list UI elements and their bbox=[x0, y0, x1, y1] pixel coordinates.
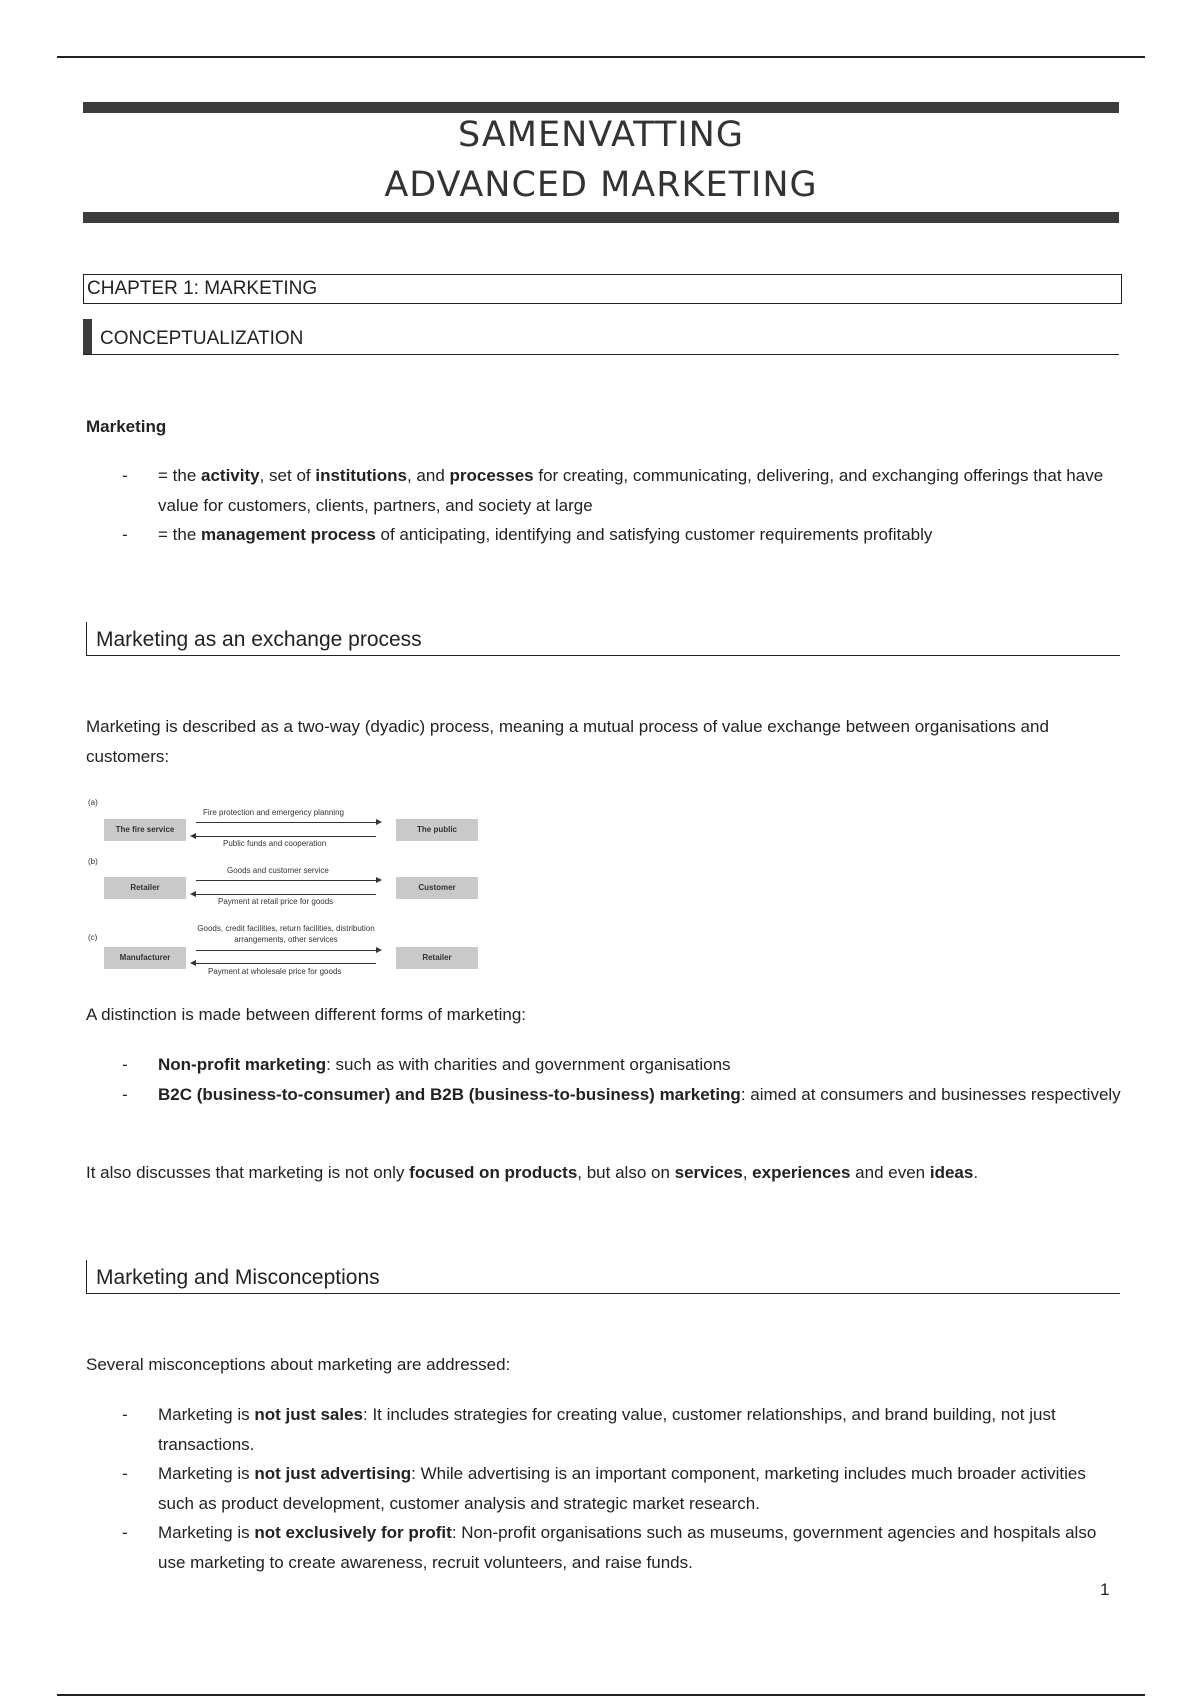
bullet-dash: - bbox=[122, 1085, 128, 1104]
title-line-2: ADVANCED MARKETING bbox=[384, 165, 818, 205]
bullet-dash: - bbox=[122, 466, 128, 485]
emphasis: experiences bbox=[752, 1163, 851, 1182]
arrowhead-right bbox=[376, 877, 382, 883]
list-item bbox=[118, 1400, 1128, 1460]
emphasis: not just advertising bbox=[254, 1464, 412, 1483]
section-heading-text: Marketing as an exchange process bbox=[96, 628, 422, 651]
diagram-bottom-label: Payment at wholesale price for goods bbox=[208, 967, 342, 976]
arrowhead-left bbox=[190, 833, 196, 839]
list-item-text: = the activity, set of institutions, and processes for creating, communicating, delivering, and exchanging offerings that have value for customers, clients, partners, and society at large bbox=[158, 466, 1104, 515]
diagram-left-box: Retailer bbox=[104, 877, 186, 899]
list-item-text: Marketing is not just advertising: While advertising is an important component, marketing includes much broader activities such as product development, customer analysis and strategic market research. bbox=[158, 1464, 1086, 1513]
bullet-dash: - bbox=[122, 1464, 128, 1483]
emphasis: processes bbox=[449, 466, 534, 485]
marketing-heading: Marketing bbox=[86, 417, 167, 436]
header-rule bbox=[57, 56, 1145, 58]
diagram-right-box: Retailer bbox=[396, 947, 478, 969]
diagram-right-box: Customer bbox=[396, 877, 478, 899]
list-item bbox=[118, 1518, 1128, 1578]
exchange-diagram bbox=[88, 795, 478, 980]
list-item bbox=[118, 1459, 1128, 1519]
diagram-left-box: Manufacturer bbox=[104, 947, 186, 969]
chapter-heading: CHAPTER 1: MARKETING bbox=[83, 274, 1122, 304]
section-heading bbox=[86, 622, 1120, 656]
diagram-top-label: Goods, credit facilities, return facilities, distribution arrangements, other services bbox=[197, 924, 375, 944]
bullet-dash: - bbox=[122, 1405, 128, 1424]
diagram-tag: (a) bbox=[88, 798, 98, 807]
diagram-bottom-label: Public funds and cooperation bbox=[223, 839, 327, 848]
list-item-text: Marketing is not exclusively for profit: Non-profit organisations such as museums, government agencies and hospitals also use marketing to create awareness, recruit volunteers, and raise funds. bbox=[158, 1523, 1097, 1572]
emphasis: institutions bbox=[315, 466, 407, 485]
emphasis: ideas bbox=[929, 1163, 974, 1182]
bullet-dash: - bbox=[122, 1523, 128, 1542]
list-item-text: Non-profit marketing: such as with charities and government organisations bbox=[158, 1055, 731, 1074]
emphasis: services bbox=[674, 1163, 743, 1182]
list-item-text: B2C (business-to-consumer) and B2B (business-to-business) marketing: aimed at consumers and businesses respectively bbox=[158, 1085, 1121, 1104]
list-item-text: Marketing is not just sales: It includes strategies for creating value, customer relationships, and brand building, not just transactions. bbox=[158, 1405, 1056, 1454]
bullet-dash: - bbox=[122, 525, 128, 544]
diagram-tag: (c) bbox=[88, 933, 98, 942]
paragraph: Marketing is described as a two-way (dyadic) process, meaning a mutual process of value exchange between organisations and customers: bbox=[86, 717, 1049, 766]
diagram-left-box: The fire service bbox=[104, 819, 186, 841]
diagram-arrow-left bbox=[196, 894, 376, 895]
title-bar-top bbox=[83, 102, 1119, 113]
list-item bbox=[118, 1080, 1128, 1140]
subheading-text: CONCEPTUALIZATION bbox=[100, 328, 304, 349]
list-item bbox=[118, 461, 1128, 521]
arrowhead-right bbox=[376, 819, 382, 825]
emphasis: Non-profit marketing bbox=[158, 1055, 327, 1074]
title-bar-bottom bbox=[83, 212, 1119, 223]
footer-rule bbox=[57, 1694, 1145, 1696]
section-heading-text: Marketing and Misconceptions bbox=[96, 1266, 380, 1289]
emphasis: activity bbox=[201, 466, 260, 485]
diagram-bottom-label: Payment at retail price for goods bbox=[218, 897, 334, 906]
paragraph: Several misconceptions about marketing are addressed: bbox=[86, 1355, 511, 1374]
arrowhead-left bbox=[190, 960, 196, 966]
diagram-arrow-right bbox=[196, 822, 376, 823]
emphasis: management process bbox=[201, 525, 376, 544]
list-item-text: = the management process of anticipating, identifying and satisfying customer requirements profitably bbox=[158, 525, 933, 544]
diagram-arrow-right bbox=[196, 950, 376, 951]
subheading-bar bbox=[83, 319, 92, 354]
arrowhead-left bbox=[190, 891, 196, 897]
diagram-arrow-right bbox=[196, 880, 376, 881]
emphasis: focused on products bbox=[409, 1163, 578, 1182]
subheading bbox=[83, 319, 1119, 355]
diagram-arrow-left bbox=[196, 836, 376, 837]
diagram-top-label: Fire protection and emergency planning bbox=[203, 808, 344, 817]
diagram-top-label: Goods and customer service bbox=[227, 866, 329, 875]
paragraph: A distinction is made between different forms of marketing: bbox=[86, 1005, 527, 1024]
paragraph: It also discusses that marketing is not only focused on products, but also on services, experiences and even ideas. bbox=[86, 1163, 979, 1182]
emphasis: B2C (business-to-consumer) and B2B (business-to-business) marketing bbox=[158, 1085, 741, 1104]
diagram-arrow-left bbox=[196, 963, 376, 964]
section-heading bbox=[86, 1260, 1120, 1294]
page-number: 1 bbox=[1100, 1580, 1110, 1599]
diagram-right-box: The public bbox=[396, 819, 478, 841]
arrowhead-right bbox=[376, 947, 382, 953]
diagram-tag: (b) bbox=[88, 857, 98, 866]
bullet-dash: - bbox=[122, 1055, 128, 1074]
emphasis: not just sales bbox=[254, 1405, 364, 1424]
title-line-1: SAMENVATTING bbox=[457, 115, 744, 155]
emphasis: not exclusively for profit bbox=[254, 1523, 452, 1542]
